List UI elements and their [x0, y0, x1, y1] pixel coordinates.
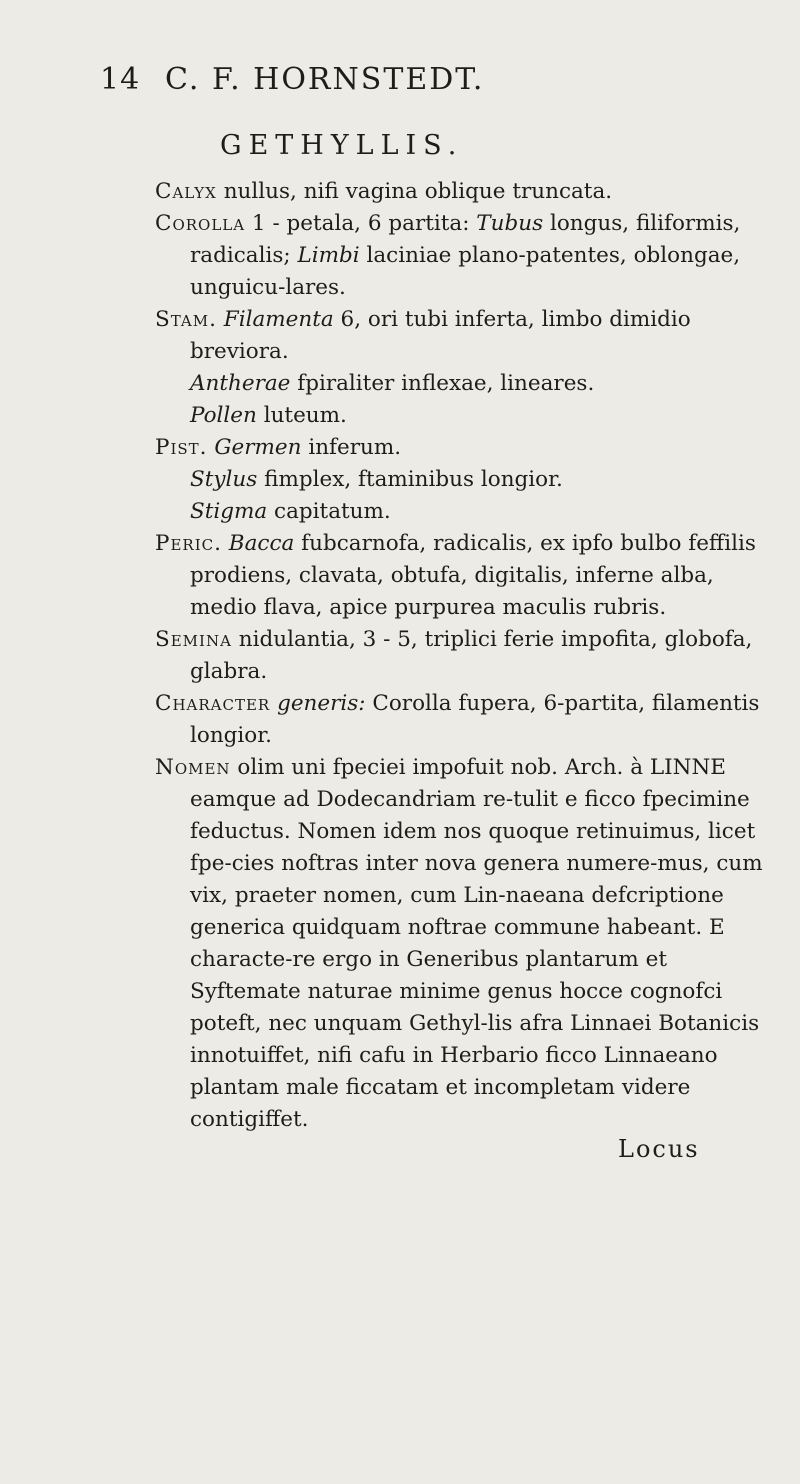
entry-label: Nomen: [155, 755, 231, 780]
entry-label: Peric.: [155, 531, 222, 556]
entry-text: 6, ori tubi inferta, limbo dimidio breviora.: [190, 307, 691, 364]
entry-text: nullus, nifi vagina oblique truncata.: [216, 179, 613, 204]
entry-corolla: [155, 208, 765, 304]
entry-term: Stylus: [190, 467, 258, 492]
entry-text: inferum.: [301, 435, 402, 460]
entry-text: fimplex, ftaminibus longior.: [257, 467, 563, 492]
entry-character: [155, 688, 765, 752]
entry-pistillum: [155, 432, 765, 464]
entry-text: laciniae plano-patentes, oblongae, unguicu-lares.: [190, 243, 741, 300]
entry-term: Tubus: [476, 211, 544, 236]
entry-text: fubcarnofa, radicalis, ex ipfo bulbo feffilis prodiens, clavata, obtufa, digitalis, inferne alba, medio flava, apice purpurea maculis rubris.: [190, 531, 756, 620]
entry-pericarpium: [155, 528, 765, 624]
subentry-antherae: [155, 368, 765, 400]
entry-label: Stam.: [155, 307, 217, 332]
entry-label: Character: [155, 691, 271, 716]
entry-label: Calyx: [155, 179, 217, 204]
entry-term: Bacca: [228, 531, 295, 556]
entry-term: Filamenta: [223, 307, 334, 332]
catchword: Locus: [618, 1135, 700, 1163]
entry-text: longus, filiformis, radicalis;: [190, 211, 741, 268]
entry-term: generis:: [277, 691, 366, 716]
entry-nomen: [155, 752, 765, 1136]
running-head: C. F. HORNSTEDT.: [165, 62, 485, 97]
entry-term: Limbi: [297, 243, 360, 268]
section-title: GETHYLLIS.: [220, 130, 464, 161]
entry-label: Corolla: [155, 211, 246, 236]
entry-text: Corolla fupera, 6-partita, filamentis longior.: [190, 691, 760, 748]
entry-text: [222, 531, 229, 556]
entry-label: Pist.: [155, 435, 208, 460]
page-number: 14: [100, 62, 141, 97]
entry-text: luteum.: [256, 403, 347, 428]
entry-text: fpiraliter inflexae, lineares.: [290, 371, 595, 396]
entry-text: capitatum.: [267, 499, 391, 524]
entry-text: olim uni fpeciei impofuit nob. Arch. à LINNE eamque ad Dodecandriam re-tulit e ficco fpecimine feductus. Nomen idem nos quoque retinuimus, licet fpe-cies noftras inter nova genera numere-mus, cum vix, praeter nomen, cum Lin-naeana defcriptione generica quidquam noftrae commune habeant. E characte-re ergo in Generibus plantarum et Syftemate naturae minime genus hocce cognofci poteft, nec unquam Gethyl-lis afra Linnaei Botanicis innotuiffet, nifi cafu in Herbario ficco Linnaeano plantam male ficcatam et incompletam videre contigiffet.: [190, 755, 763, 1132]
entry-term: Stigma: [190, 499, 268, 524]
entry-text: nidulantia, 3 - 5, triplici ferie impofita, globofa, glabra.: [190, 627, 753, 684]
entry-label: Semina: [155, 627, 232, 652]
entry-term: Pollen: [190, 403, 257, 428]
entry-term: Antherae: [190, 371, 291, 396]
subentry-stigma: [155, 496, 765, 528]
subentry-stylus: [155, 464, 765, 496]
body-text: [155, 176, 765, 1136]
entry-semina: [155, 624, 765, 688]
page-header: [100, 62, 740, 102]
entry-stamina: [155, 304, 765, 368]
subentry-pollen: [155, 400, 765, 432]
entry-text: 1 - petala, 6 partita:: [245, 211, 477, 236]
entry-text: [217, 307, 224, 332]
entry-term: Germen: [214, 435, 302, 460]
entry-calyx: [155, 176, 765, 208]
